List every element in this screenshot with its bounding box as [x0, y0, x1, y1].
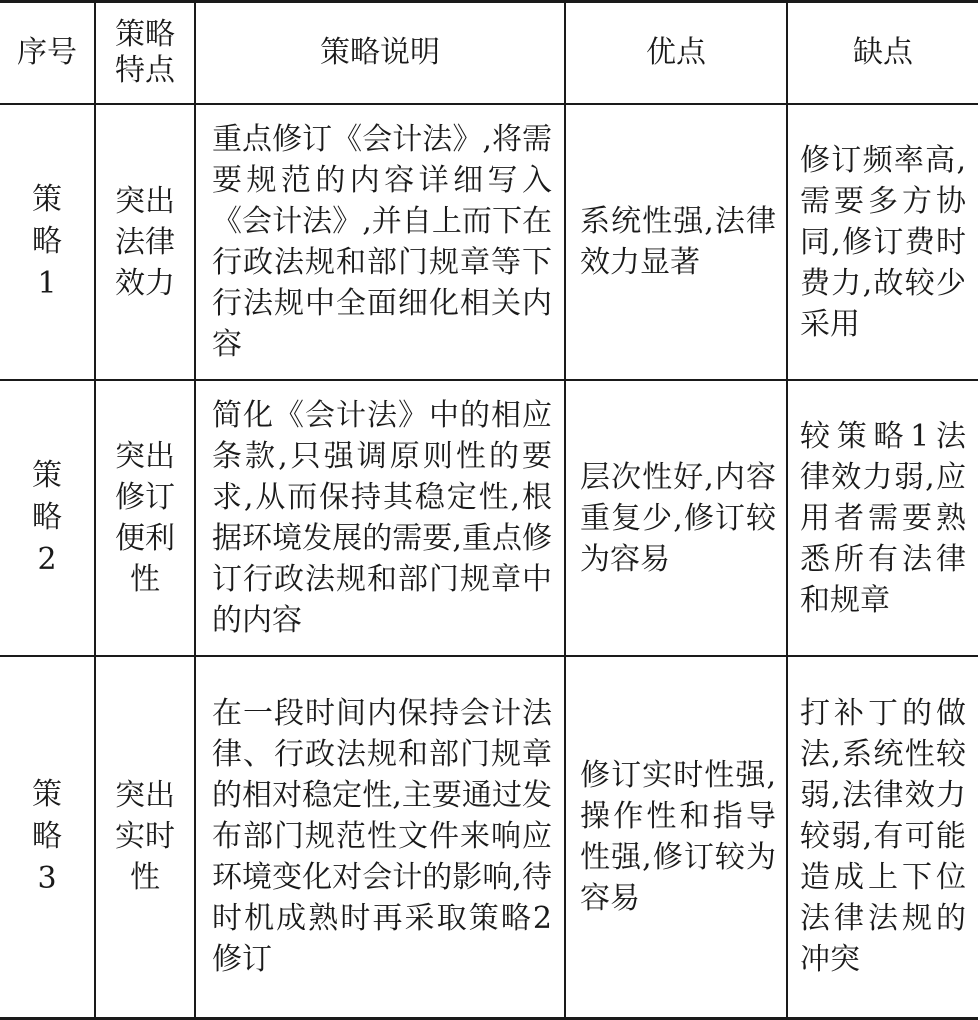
table-header-row [0, 2, 978, 105]
row-disadvantage-cell: 打补丁的做法,系统性较弱,法律效力较弱,有可能造成上下位法律法规的冲突 [787, 656, 978, 1018]
row-feature-cell: 突出修订便利性 [95, 380, 195, 656]
row-number-cell: 策略1 [0, 104, 95, 380]
header-disadvantage: 缺点 [787, 2, 978, 105]
row-disadvantage-cell: 修订频率高,需要多方协同,修订费时费力,故较少采用 [787, 104, 978, 380]
row-description-cell: 简化《会计法》中的相应条款,只强调原则性的要求,从而保持其稳定性,根据环境发展的需要,重点修订行政法规和部门规章中的内容 [195, 380, 565, 656]
table-row [0, 380, 978, 656]
row-description-cell: 在一段时间内保持会计法律、行政法规和部门规章的相对稳定性,主要通过发布部门规范性文件来响应环境变化对会计的影响,待时机成熟时再采取策略2修订 [195, 656, 565, 1018]
table-row [0, 656, 978, 1018]
row-number-cell: 策略2 [0, 380, 95, 656]
row-disadvantage-cell: 较策略1法律效力弱,应用者需要熟悉所有法律和规章 [787, 380, 978, 656]
row-number-cell: 策略3 [0, 656, 95, 1018]
row-description-cell: 重点修订《会计法》,将需要规范的内容详细写入《会计法》,并自上而下在行政法规和部门规章等下行法规中全面细化相关内容 [195, 104, 565, 380]
row-feature-cell: 突出实时性 [95, 656, 195, 1018]
header-number: 序号 [0, 2, 95, 105]
row-advantage-cell: 层次性好,内容重复少,修订较为容易 [565, 380, 787, 656]
row-advantage-cell: 修订实时性强,操作性和指导性强,修订较为容易 [565, 656, 787, 1018]
header-description: 策略说明 [195, 2, 565, 105]
row-feature-cell: 突出法律效力 [95, 104, 195, 380]
header-advantage: 优点 [565, 2, 787, 105]
header-feature: 策略特点 [95, 2, 195, 105]
table-row [0, 104, 978, 380]
row-advantage-cell: 系统性强,法律效力显著 [565, 104, 787, 380]
